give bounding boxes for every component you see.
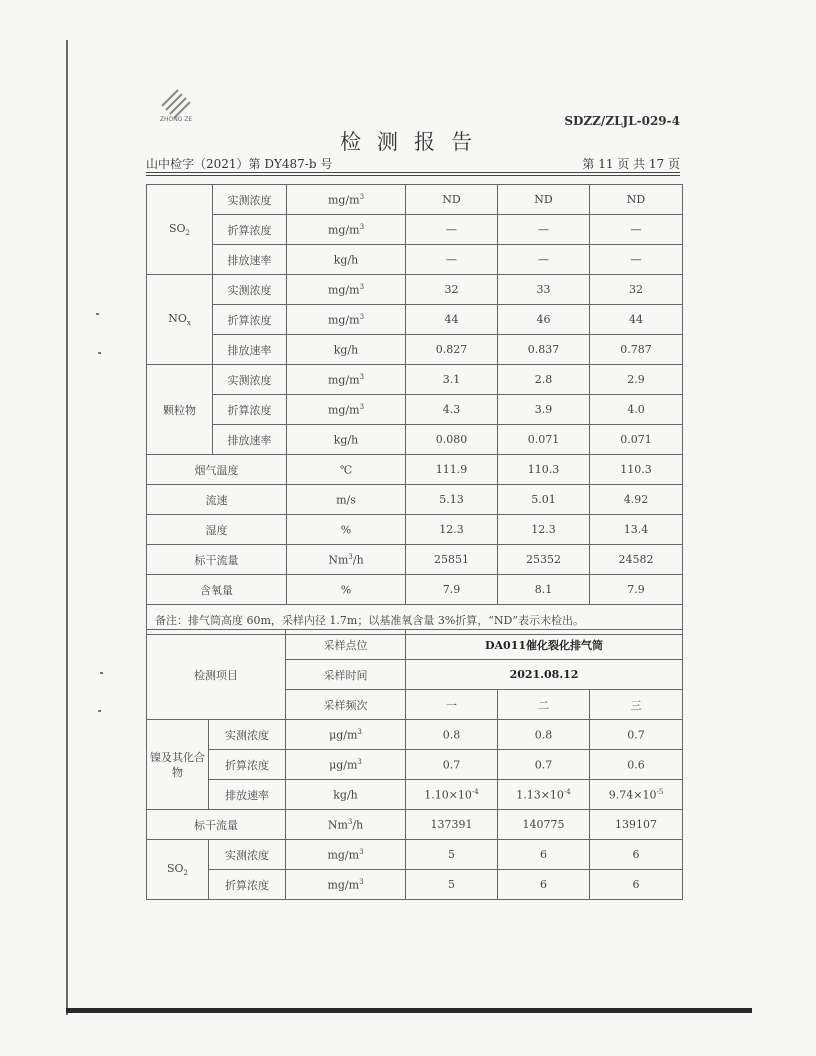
table-row <box>147 870 683 900</box>
value-cell: 32 <box>590 275 683 305</box>
document-code: SDZZ/ZLJL-029-4 <box>564 114 680 128</box>
metric-label: 排放速率 <box>213 425 287 455</box>
unit-cell: kg/h <box>287 425 406 455</box>
sampling-time: 2021.08.12 <box>406 660 683 690</box>
scan-edge-bottom <box>66 1008 752 1013</box>
value-cell: 5 <box>406 870 498 900</box>
unit-cell: $mg/m^3$ <box>286 840 406 870</box>
value-cell: 4.92 <box>590 485 683 515</box>
value-cell: 0.7 <box>590 720 683 750</box>
pollutant-name: $SO_2$ <box>147 840 209 900</box>
time-label: 采样时间 <box>286 660 406 690</box>
metric-label: 实测浓度 <box>209 840 286 870</box>
sampling-point: DA011催化裂化排气筒 <box>406 630 683 660</box>
results-table-1 <box>146 184 683 635</box>
pollutant-name: $NO_x$ <box>147 275 213 365</box>
table-row <box>147 425 683 455</box>
unit-cell: $mg/m^3$ <box>287 395 406 425</box>
unit-cell: kg/h <box>286 780 406 810</box>
metric-label: 折算浓度 <box>209 870 286 900</box>
report-reference: 山中检字（2021）第 DY487-b 号 <box>146 157 333 171</box>
metric-label: 折算浓度 <box>209 750 286 780</box>
table-row <box>147 485 683 515</box>
value-cell: — <box>406 215 498 245</box>
value-cell: 44 <box>406 305 498 335</box>
unit-cell: % <box>287 515 406 545</box>
value-cell: 0.7 <box>406 750 498 780</box>
value-cell: 5.01 <box>498 485 590 515</box>
value-cell: 44 <box>590 305 683 335</box>
table-row <box>147 515 683 545</box>
value-cell: 25352 <box>498 545 590 575</box>
value-cell: 33 <box>498 275 590 305</box>
results-table-2 <box>146 629 683 900</box>
table-row <box>147 545 683 575</box>
value-cell: 7.9 <box>590 575 683 605</box>
metric-label: 排放速率 <box>213 245 287 275</box>
value-cell: 6 <box>590 870 683 900</box>
scan-speck <box>98 352 101 354</box>
pollutant-name: $SO_2$ <box>147 185 213 275</box>
value-cell: 4.3 <box>406 395 498 425</box>
value-cell: 32 <box>406 275 498 305</box>
scan-speck <box>96 313 99 315</box>
value-cell: 2.8 <box>498 365 590 395</box>
point-label: 采样点位 <box>286 630 406 660</box>
value-cell: 0.071 <box>590 425 683 455</box>
value-cell: 0.6 <box>590 750 683 780</box>
metric-label: 实测浓度 <box>213 365 287 395</box>
metric-label: 排放速率 <box>209 780 286 810</box>
value-cell: 0.8 <box>498 720 590 750</box>
pollutant-name: 镍及其化合物 <box>147 720 209 810</box>
freq-label: 采样频次 <box>286 690 406 720</box>
freq-cell: 二 <box>498 690 590 720</box>
param-label: 流速 <box>147 485 287 515</box>
value-cell: 0.837 <box>498 335 590 365</box>
table-row <box>147 395 683 425</box>
value-cell: $9.74\times 10^{-5}$ <box>590 780 683 810</box>
unit-cell: $mg/m^3$ <box>287 365 406 395</box>
unit-cell: $\mu g/m^3$ <box>286 720 406 750</box>
value-cell: ND <box>498 185 590 215</box>
value-cell: — <box>590 215 683 245</box>
value-cell: 137391 <box>406 810 498 840</box>
value-cell: 7.9 <box>406 575 498 605</box>
unit-cell: $mg/m^3$ <box>286 870 406 900</box>
value-cell: 3.9 <box>498 395 590 425</box>
value-cell: 5 <box>406 840 498 870</box>
pollutant-name: 颗粒物 <box>147 365 213 455</box>
unit-cell: $mg/m^3$ <box>287 275 406 305</box>
freq-cell: 一 <box>406 690 498 720</box>
value-cell: 25851 <box>406 545 498 575</box>
value-cell: 13.4 <box>590 515 683 545</box>
value-cell: 6 <box>498 840 590 870</box>
table-row <box>147 780 683 810</box>
table-row <box>147 720 683 750</box>
param-label: 标干流量 <box>147 810 286 840</box>
value-cell: 8.1 <box>498 575 590 605</box>
scan-edge-left <box>66 40 68 1015</box>
table-row <box>147 305 683 335</box>
value-cell: 6 <box>498 870 590 900</box>
param-label: 湿度 <box>147 515 287 545</box>
unit-cell: ℃ <box>287 455 406 485</box>
param-label: 含氧量 <box>147 575 287 605</box>
header-divider <box>146 175 680 176</box>
value-cell: 46 <box>498 305 590 335</box>
unit-cell: $mg/m^3$ <box>287 185 406 215</box>
metric-label: 折算浓度 <box>213 305 287 335</box>
table-row <box>147 215 683 245</box>
value-cell: — <box>498 215 590 245</box>
value-cell: 0.7 <box>498 750 590 780</box>
table-note: 备注：排气筒高度 60m，采样内径 1.7m；以基准氧含量 3%折算，“ND”表示未检出。 <box>147 605 683 635</box>
logo-text: ZHONG ZE <box>159 116 193 123</box>
value-cell: $1.13\times 10^{-4}$ <box>498 780 590 810</box>
value-cell: 110.3 <box>498 455 590 485</box>
unit-cell: kg/h <box>287 335 406 365</box>
item-header: 检测项目 <box>147 630 286 720</box>
value-cell: 4.0 <box>590 395 683 425</box>
unit-cell: kg/h <box>287 245 406 275</box>
param-label: 标干流量 <box>147 545 287 575</box>
freq-cell: 三 <box>590 690 683 720</box>
page-title: 检测报告 <box>340 130 488 154</box>
table-row <box>147 245 683 275</box>
metric-label: 实测浓度 <box>209 720 286 750</box>
value-cell: $1.10\times 10^{-4}$ <box>406 780 498 810</box>
unit-cell: Nm$^3$/h <box>287 545 406 575</box>
unit-cell: % <box>287 575 406 605</box>
value-cell: 0.827 <box>406 335 498 365</box>
scan-speck <box>98 710 101 712</box>
scan-speck <box>100 672 103 674</box>
table-row <box>147 575 683 605</box>
value-cell: 0.071 <box>498 425 590 455</box>
value-cell: — <box>590 245 683 275</box>
value-cell: ND <box>590 185 683 215</box>
value-cell: 24582 <box>590 545 683 575</box>
page-number: 第 11 页 共 17 页 <box>582 157 680 171</box>
unit-cell: $\mu g/m^3$ <box>286 750 406 780</box>
table-row <box>147 365 683 395</box>
metric-label: 实测浓度 <box>213 185 287 215</box>
metric-label: 折算浓度 <box>213 215 287 245</box>
header-divider <box>146 172 680 173</box>
table-row <box>147 630 683 660</box>
unit-cell: Nm$^3$/h <box>286 810 406 840</box>
value-cell: 0.8 <box>406 720 498 750</box>
value-cell: 3.1 <box>406 365 498 395</box>
value-cell: 139107 <box>590 810 683 840</box>
table-row <box>147 185 683 215</box>
metric-label: 折算浓度 <box>213 395 287 425</box>
metric-label: 实测浓度 <box>213 275 287 305</box>
value-cell: 110.3 <box>590 455 683 485</box>
value-cell: 140775 <box>498 810 590 840</box>
value-cell: ND <box>406 185 498 215</box>
table-row <box>147 750 683 780</box>
table-row <box>147 810 683 840</box>
value-cell: 6 <box>590 840 683 870</box>
unit-cell: $mg/m^3$ <box>287 215 406 245</box>
value-cell: 2.9 <box>590 365 683 395</box>
value-cell: 5.13 <box>406 485 498 515</box>
param-label: 烟气温度 <box>147 455 287 485</box>
table-row <box>147 335 683 365</box>
table-row <box>147 840 683 870</box>
value-cell: — <box>498 245 590 275</box>
value-cell: 12.3 <box>406 515 498 545</box>
value-cell: — <box>406 245 498 275</box>
unit-cell: m/s <box>287 485 406 515</box>
table-row <box>147 275 683 305</box>
value-cell: 0.080 <box>406 425 498 455</box>
value-cell: 111.9 <box>406 455 498 485</box>
value-cell: 12.3 <box>498 515 590 545</box>
value-cell: 0.787 <box>590 335 683 365</box>
metric-label: 排放速率 <box>213 335 287 365</box>
table-row <box>147 455 683 485</box>
unit-cell: $mg/m^3$ <box>287 305 406 335</box>
